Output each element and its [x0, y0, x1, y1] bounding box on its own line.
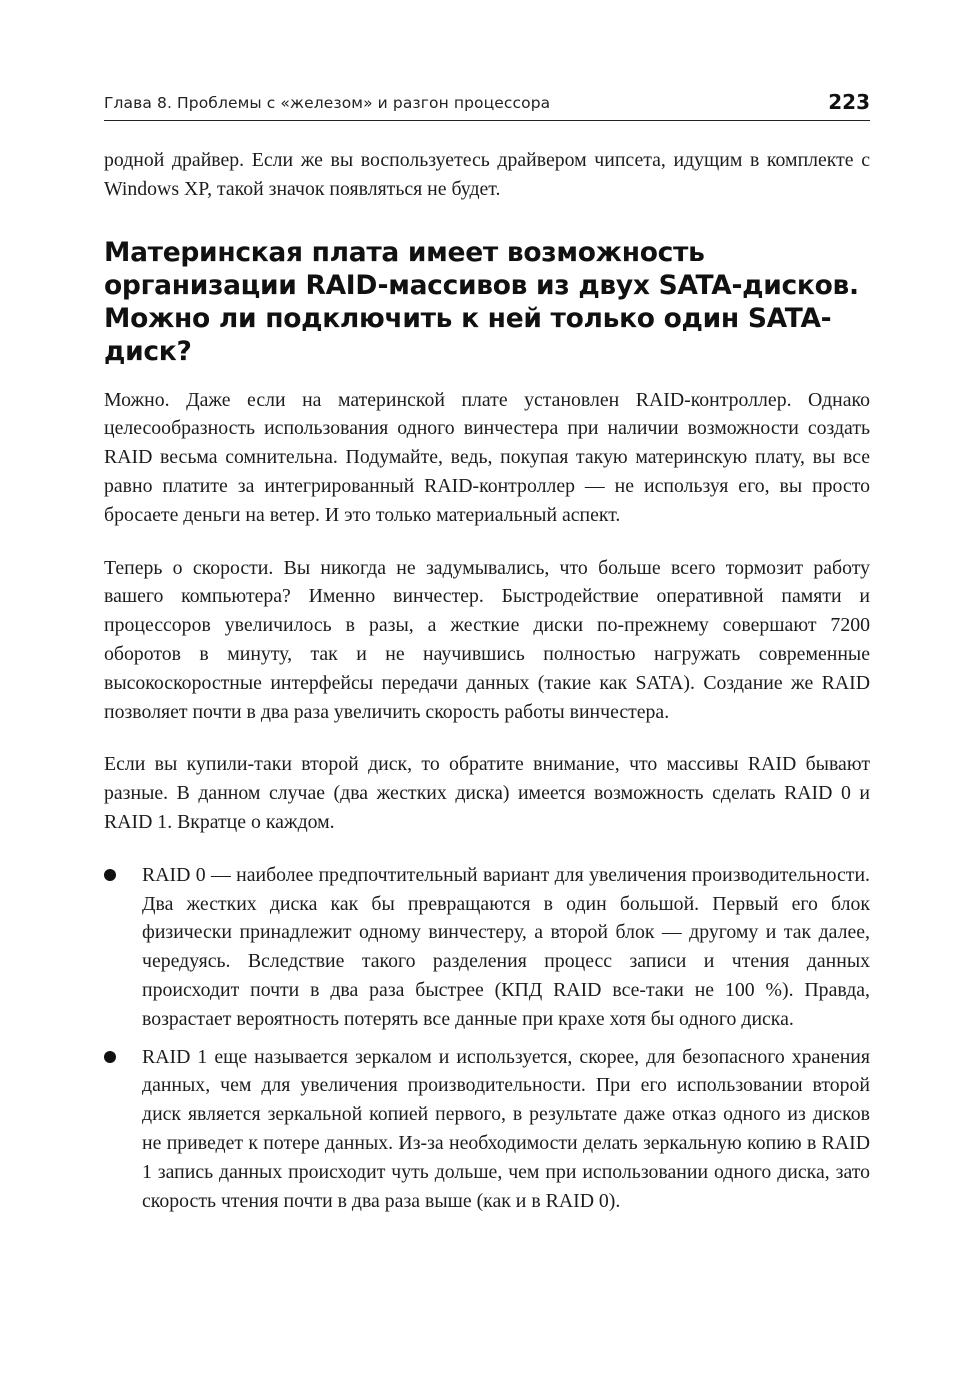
page-number: 223: [828, 90, 870, 114]
list-item: [104, 861, 870, 1034]
paragraph-3: Если вы купили-таки второй диск, то обратите внимание, что массивы RAID бывают разные. В данном случае (два жестких диска) имеется возможность сделать RAID 0 и RAID 1. Вкратце о каждом.: [104, 753, 870, 833]
bullet-text-raid1: RAID 1 еще называется зеркалом и используется, скорее, для безопасного хранения данных, чем для увеличения производительности. При его использовании второй диск является зеркальной копией первого, в результате даже отказ одного из дисков не приведет к потере данных. Из-за необходимости делать зеркальную копию в RAID 1 запись данных происходит чуть дольше, чем при использовании одного диска, зато скорость чтения почти в два раза выше (как и в RAID 0).: [142, 1045, 870, 1212]
section-heading: Материнская плата имеет возможность организации RAID-массивов из двух SATA-дисков. Можно ли подключить к ней только один SATA-диск?: [104, 236, 859, 367]
raid-bullet-list: [104, 861, 870, 1216]
paragraph-1: Можно. Даже если на материнской плате установлен RAID-контроллер. Однако целесообразность использования одного винчестера при наличии возможности создать RAID весьма сомнительна. Подумайте, ведь, покупая такую материнскую плату, вы все равно платите за интегрированный RAID-контроллер — не используя его, вы просто бросаете деньги на ветер. И это только материальный аспект.: [104, 388, 870, 526]
page-body: [104, 146, 870, 1224]
list-item: [104, 1043, 870, 1216]
bullet-text-raid0: RAID 0 — наиболее предпочтительный вариант для увеличения производительности. Два жестких диска как бы превращаются в один большой. Первый его блок физически принадлежит одному винчестеру, а второй блок — другому и так далее, чередуясь. Вследствие такого разделения процесс записи и чтения данных происходит почти в два раза быстрее (КПД RAID все-таки не 100 %). Правда, возрастает вероятность потерять все данные при крахе хотя бы одного диска.: [142, 863, 870, 1030]
bullet-icon: [104, 1051, 116, 1063]
running-header: [104, 90, 870, 121]
paragraph-2: Теперь о скорости. Вы никогда не задумывались, что больше всего тормозит работу вашего компьютера? Именно винчестер. Быстродействие оперативной памяти и процессоров увеличилось в разы, а жесткие диски по-прежнему совершают 7200 оборотов в минуту, так и не научившись полностью нагружать современные высокоскоростные интерфейсы передачи данных (такие как SATA). Создание же RAID позволяет почти в два раза увеличить скорость работы винчестера.: [104, 556, 870, 723]
intro-paragraph: родной драйвер. Если же вы воспользуетесь драйвером чипсета, идущим в комплекте с Windows XP, такой значок появляться не будет.: [104, 149, 870, 200]
bullet-icon: [104, 869, 116, 881]
chapter-title: Глава 8. Проблемы с «железом» и разгон процессора: [104, 94, 551, 112]
